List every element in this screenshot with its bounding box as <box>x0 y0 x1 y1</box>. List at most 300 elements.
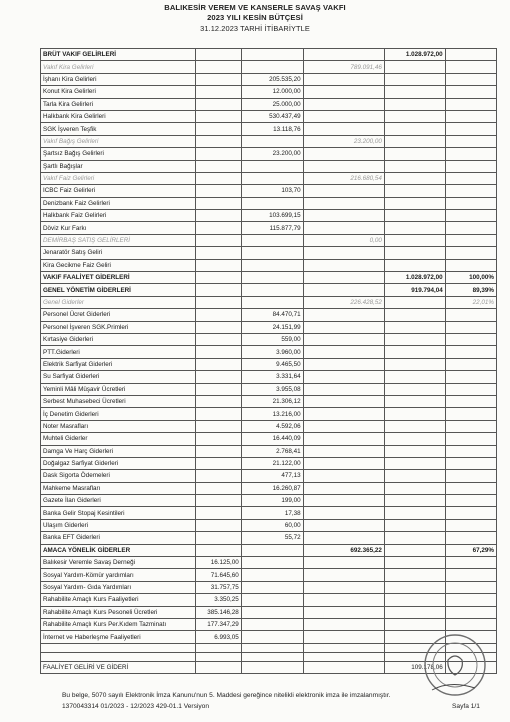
amount-col-b <box>241 197 303 209</box>
amount-col-c <box>303 73 384 85</box>
budget-row <box>41 371 497 383</box>
amount-col-c <box>303 507 384 519</box>
row-label: PTT.Giderleri <box>41 346 196 358</box>
amount-col-e <box>445 618 496 630</box>
amount-col-e <box>445 371 496 383</box>
amount-col-c <box>303 661 384 673</box>
amount-col-a <box>195 482 241 494</box>
amount-col-a: 71.645,60 <box>195 569 241 581</box>
amount-col-e <box>445 433 496 445</box>
amount-col-b: 199,00 <box>241 495 303 507</box>
amount-col-b: 559,00 <box>241 333 303 345</box>
document-reference: 1370043314 01/2023 - 12/2023 429-01.1 Versiyon <box>62 703 210 710</box>
budget-row <box>41 433 497 445</box>
amount-col-b: 13.118,76 <box>241 123 303 135</box>
amount-col-c <box>303 631 384 643</box>
amount-col-d <box>384 98 445 110</box>
amount-col-b: 205.535,20 <box>241 73 303 85</box>
budget-row <box>41 618 497 630</box>
row-label: Sosyal Yardım- Gıda Yardımları <box>41 581 196 593</box>
amount-col-b: 530.437,49 <box>241 110 303 122</box>
amount-col-d <box>384 86 445 98</box>
amount-col-b: 4.592,06 <box>241 420 303 432</box>
amount-col-b <box>241 160 303 172</box>
amount-col-a: 177.347,29 <box>195 618 241 630</box>
amount-col-d <box>384 457 445 469</box>
amount-col-d <box>384 296 445 308</box>
amount-col-d <box>384 110 445 122</box>
amount-col-e <box>445 408 496 420</box>
amount-col-c <box>303 197 384 209</box>
amount-col-d <box>384 420 445 432</box>
amount-col-d <box>384 197 445 209</box>
row-label: Jenaratör Satış Geliri <box>41 247 196 259</box>
budget-row <box>41 160 497 172</box>
row-label: Döviz Kur Farkı <box>41 222 196 234</box>
row-label: Personel Ücret Giderleri <box>41 309 196 321</box>
amount-col-d <box>384 495 445 507</box>
amount-col-c <box>303 482 384 494</box>
budget-row <box>41 234 497 246</box>
page-number: Sayfa 1/1 <box>452 703 480 710</box>
amount-col-a <box>195 284 241 296</box>
amount-col-a <box>195 98 241 110</box>
amount-col-d <box>384 581 445 593</box>
amount-col-c <box>303 420 384 432</box>
amount-col-d <box>384 544 445 556</box>
amount-col-d <box>384 259 445 271</box>
amount-col-e <box>445 495 496 507</box>
amount-col-d <box>384 160 445 172</box>
amount-col-c <box>303 457 384 469</box>
amount-col-a <box>195 110 241 122</box>
amount-col-e <box>445 160 496 172</box>
amount-col-d <box>384 371 445 383</box>
amount-col-b: 21.306,12 <box>241 395 303 407</box>
amount-col-a <box>195 73 241 85</box>
amount-col-c <box>303 557 384 569</box>
row-label: Noter Masrafları <box>41 420 196 432</box>
amount-col-a <box>195 210 241 222</box>
amount-col-a <box>195 383 241 395</box>
amount-col-b <box>241 296 303 308</box>
row-label: DEMİRBAŞ SATIŞ GELİRLERİ <box>41 234 196 246</box>
amount-col-a <box>195 135 241 147</box>
amount-col-a <box>195 507 241 519</box>
amount-col-c <box>303 148 384 160</box>
budget-row <box>41 532 497 544</box>
amount-col-b: 21.122,00 <box>241 457 303 469</box>
budget-row <box>41 495 497 507</box>
row-label: Dask Sigorta Ödemeleri <box>41 470 196 482</box>
amount-col-e <box>445 185 496 197</box>
row-label: Vakıf Bağış Gelirleri <box>41 135 196 147</box>
amount-col-d <box>384 470 445 482</box>
amount-col-d <box>384 519 445 531</box>
amount-col-a <box>195 185 241 197</box>
row-label: Yeminli Mâli Müşavir Ücretleri <box>41 383 196 395</box>
amount-col-b: 103.699,15 <box>241 210 303 222</box>
budget-row <box>41 185 497 197</box>
amount-col-e: 67,29% <box>445 544 496 556</box>
amount-col-e <box>445 172 496 184</box>
row-label: Su Sarfiyat Giderleri <box>41 371 196 383</box>
budget-row <box>41 259 497 271</box>
row-label: FAALİYET GELİRİ VE GİDERİ <box>41 661 196 673</box>
amount-col-c <box>303 495 384 507</box>
amount-col-b: 13.216,00 <box>241 408 303 420</box>
amount-col-b <box>241 284 303 296</box>
row-label: Gazete İlan Giderleri <box>41 495 196 507</box>
amount-col-c <box>303 333 384 345</box>
row-label: Mahkeme Masrafları <box>41 482 196 494</box>
amount-col-e <box>445 420 496 432</box>
budget-row <box>41 395 497 407</box>
row-label: Sosyal Yardım-Kömür yardımları <box>41 569 196 581</box>
amount-col-c <box>303 160 384 172</box>
amount-col-e <box>445 470 496 482</box>
amount-col-d <box>384 309 445 321</box>
amount-col-b: 16.260,87 <box>241 482 303 494</box>
amount-col-d <box>384 507 445 519</box>
row-label: Ulaşım Giderleri <box>41 519 196 531</box>
amount-col-c: 216.680,54 <box>303 172 384 184</box>
row-label: Halkbank Kira Gelirleri <box>41 110 196 122</box>
amount-col-c <box>303 383 384 395</box>
amount-col-c: 692.365,22 <box>303 544 384 556</box>
amount-col-a <box>195 532 241 544</box>
amount-col-a <box>195 445 241 457</box>
budget-row <box>41 358 497 370</box>
amount-col-a <box>195 652 241 661</box>
budget-row <box>41 581 497 593</box>
budget-row <box>41 98 497 110</box>
amount-col-a <box>195 61 241 73</box>
amount-col-e <box>445 110 496 122</box>
amount-col-b: 55,72 <box>241 532 303 544</box>
budget-row <box>41 383 497 395</box>
amount-col-b <box>241 247 303 259</box>
amount-col-a <box>195 247 241 259</box>
amount-col-b: 12.000,00 <box>241 86 303 98</box>
amount-col-c <box>303 532 384 544</box>
amount-col-d: 109.178,06 <box>384 661 445 673</box>
amount-col-e: 100,00% <box>445 272 496 284</box>
row-label: Muhteli Giderler <box>41 433 196 445</box>
amount-col-e <box>445 123 496 135</box>
amount-col-c: 226.428,52 <box>303 296 384 308</box>
row-label <box>41 652 196 661</box>
amount-col-e <box>445 49 496 61</box>
amount-col-c <box>303 618 384 630</box>
amount-col-d <box>384 618 445 630</box>
amount-col-d <box>384 172 445 184</box>
row-label: Rahabilite Amaçlı Kurs Faaliyetleri <box>41 594 196 606</box>
amount-col-e <box>445 321 496 333</box>
amount-col-c <box>303 408 384 420</box>
amount-col-b: 103,70 <box>241 185 303 197</box>
row-label: Rahabilite Amaçlı Kurs Pesoneli Ücretleri <box>41 606 196 618</box>
amount-col-b: 23.200,00 <box>241 148 303 160</box>
amount-col-d <box>384 445 445 457</box>
row-label: Halkbank Faiz Gelirleri <box>41 210 196 222</box>
amount-col-c <box>303 222 384 234</box>
amount-col-c: 23.200,00 <box>303 135 384 147</box>
amount-col-c <box>303 272 384 284</box>
amount-col-e <box>445 445 496 457</box>
budget-row <box>41 557 497 569</box>
budget-row <box>41 482 497 494</box>
budget-row <box>41 309 497 321</box>
amount-col-b: 16.440,09 <box>241 433 303 445</box>
amount-col-a <box>195 333 241 345</box>
budget-row <box>41 594 497 606</box>
amount-col-a <box>195 433 241 445</box>
amount-col-c <box>303 371 384 383</box>
budget-row <box>41 457 497 469</box>
budget-row <box>41 569 497 581</box>
amount-col-e <box>445 581 496 593</box>
row-label: VAKIF FAALİYET GİDERLERİ <box>41 272 196 284</box>
row-label: Konut Kira Gelirleri <box>41 86 196 98</box>
amount-col-c <box>303 110 384 122</box>
budget-row <box>41 123 497 135</box>
amount-col-e <box>445 61 496 73</box>
amount-col-a <box>195 197 241 209</box>
amount-col-b <box>241 172 303 184</box>
amount-col-b: 115.877,79 <box>241 222 303 234</box>
amount-col-e <box>445 557 496 569</box>
amount-col-e <box>445 259 496 271</box>
budget-row <box>41 210 497 222</box>
foundation-name: BALIKESİR VEREM VE KANSERLE SAVAŞ VAKFI <box>164 3 346 12</box>
amount-col-e <box>445 532 496 544</box>
amount-col-d <box>384 408 445 420</box>
budget-row <box>41 272 497 284</box>
row-label: SGK İşveren Teşfik <box>41 123 196 135</box>
amount-col-c <box>303 210 384 222</box>
amount-col-d: 1.028.972,00 <box>384 49 445 61</box>
amount-col-d <box>384 557 445 569</box>
row-label: İnternet ve Haberleşme Faaliyetleri <box>41 631 196 643</box>
amount-col-d <box>384 532 445 544</box>
amount-col-b <box>241 272 303 284</box>
amount-col-a: 3.350,25 <box>195 594 241 606</box>
amount-col-b: 84.470,71 <box>241 309 303 321</box>
row-label: İşhanı Kira Gelirleri <box>41 73 196 85</box>
budget-row <box>41 408 497 420</box>
amount-col-d <box>384 185 445 197</box>
amount-col-c <box>303 395 384 407</box>
amount-col-c <box>303 247 384 259</box>
amount-col-d <box>384 210 445 222</box>
amount-col-a <box>195 643 241 652</box>
amount-col-e <box>445 569 496 581</box>
amount-col-b: 60,00 <box>241 519 303 531</box>
amount-col-e <box>445 457 496 469</box>
row-label: Elektrik Sarfiyat Giderleri <box>41 358 196 370</box>
budget-row <box>41 284 497 296</box>
amount-col-c: 789.091,46 <box>303 61 384 73</box>
amount-col-c <box>303 470 384 482</box>
row-label <box>41 643 196 652</box>
amount-col-d <box>384 61 445 73</box>
amount-col-c <box>303 445 384 457</box>
amount-col-b: 24.151,99 <box>241 321 303 333</box>
row-label: GENEL YÖNETİM GİDERLERİ <box>41 284 196 296</box>
amount-col-e <box>445 519 496 531</box>
amount-col-e <box>445 197 496 209</box>
amount-col-b <box>241 606 303 618</box>
budget-date: 31.12.2023 TARHİ İTİBARİYTLE <box>200 24 310 33</box>
row-label: Kırtasiye Giderleri <box>41 333 196 345</box>
amount-col-b <box>241 581 303 593</box>
amount-col-b <box>241 643 303 652</box>
budget-row <box>41 445 497 457</box>
amount-col-d <box>384 383 445 395</box>
budget-title: 2023 YILI KESİN BÜTÇESİ <box>207 13 303 22</box>
amount-col-b <box>241 618 303 630</box>
amount-col-c <box>303 259 384 271</box>
amount-col-a <box>195 49 241 61</box>
amount-col-e <box>445 395 496 407</box>
budget-row <box>41 606 497 618</box>
row-label: Vakıf Kira Gelirleri <box>41 61 196 73</box>
amount-col-e <box>445 135 496 147</box>
budget-row <box>41 296 497 308</box>
row-label: Denizbank Faiz Gelirleri <box>41 197 196 209</box>
amount-col-a <box>195 408 241 420</box>
amount-col-d <box>384 135 445 147</box>
budget-row <box>41 172 497 184</box>
amount-col-d <box>384 148 445 160</box>
row-label: Banka Gelir Stopaj Kesintileri <box>41 507 196 519</box>
row-label: BRÜT VAKIF GELİRLERİ <box>41 49 196 61</box>
budget-row <box>41 507 497 519</box>
amount-col-a <box>195 222 241 234</box>
budget-row <box>41 544 497 556</box>
budget-row <box>41 321 497 333</box>
amount-col-a <box>195 296 241 308</box>
budget-row <box>41 73 497 85</box>
amount-col-c <box>303 123 384 135</box>
amount-col-d <box>384 606 445 618</box>
amount-col-b <box>241 544 303 556</box>
amount-col-a <box>195 148 241 160</box>
amount-col-a <box>195 160 241 172</box>
row-label: İç Denetim Giderleri <box>41 408 196 420</box>
amount-col-c <box>303 358 384 370</box>
amount-col-c <box>303 652 384 661</box>
amount-col-e <box>445 594 496 606</box>
amount-col-a <box>195 309 241 321</box>
amount-col-b: 17,38 <box>241 507 303 519</box>
amount-col-e: 89,39% <box>445 284 496 296</box>
budget-row <box>41 135 497 147</box>
amount-col-c <box>303 519 384 531</box>
official-seal-stamp <box>420 630 490 700</box>
budget-row <box>41 333 497 345</box>
amount-col-a <box>195 457 241 469</box>
amount-col-d <box>384 395 445 407</box>
row-label: Vakıf Faiz Gelirleri <box>41 172 196 184</box>
amount-col-e <box>445 333 496 345</box>
amount-col-c <box>303 49 384 61</box>
amount-col-a <box>195 470 241 482</box>
amount-col-d <box>384 482 445 494</box>
amount-col-a: 31.757,75 <box>195 581 241 593</box>
amount-col-d <box>384 222 445 234</box>
amount-col-b <box>241 569 303 581</box>
amount-col-b <box>241 652 303 661</box>
amount-col-c <box>303 643 384 652</box>
amount-col-b <box>241 594 303 606</box>
amount-col-d: 919.794,04 <box>384 284 445 296</box>
row-label: Şartsız Bağış Gelirleri <box>41 148 196 160</box>
amount-col-b: 3.955,08 <box>241 383 303 395</box>
row-label: AMACA YÖNELİK GİDERLER <box>41 544 196 556</box>
amount-col-a <box>195 358 241 370</box>
budget-table-body <box>41 49 497 674</box>
row-label: ICBC Faiz Gelirleri <box>41 185 196 197</box>
amount-col-e: 22,01% <box>445 296 496 308</box>
budget-row <box>41 247 497 259</box>
amount-col-a <box>195 346 241 358</box>
amount-col-b: 25.000,00 <box>241 98 303 110</box>
row-label: Balıkesir Veremle Savaş Derneği <box>41 557 196 569</box>
e-signature-note: Bu belge, 5070 sayılı Elektronik İmza Kanunu'nun 5. Maddesi gereğince nitelikli elektronik imza ile imzalanmıştır. <box>62 692 391 699</box>
amount-col-c <box>303 309 384 321</box>
row-label: Genel Giderler <box>41 296 196 308</box>
amount-col-d <box>384 234 445 246</box>
amount-col-a <box>195 123 241 135</box>
amount-col-e <box>445 210 496 222</box>
amount-col-b <box>241 661 303 673</box>
amount-col-d <box>384 433 445 445</box>
amount-col-a <box>195 172 241 184</box>
amount-col-c <box>303 569 384 581</box>
amount-col-d <box>384 358 445 370</box>
row-label: Doğalgaz Sarfiyat Giderleri <box>41 457 196 469</box>
budget-row <box>41 519 497 531</box>
amount-col-e <box>445 606 496 618</box>
amount-col-b: 9.465,50 <box>241 358 303 370</box>
budget-row <box>41 197 497 209</box>
amount-col-e <box>445 148 496 160</box>
row-label: Personel İşveren SGK.Primleri <box>41 321 196 333</box>
amount-col-e <box>445 358 496 370</box>
amount-col-e <box>445 383 496 395</box>
budget-row <box>41 86 497 98</box>
amount-col-c: 0,00 <box>303 234 384 246</box>
amount-col-a <box>195 495 241 507</box>
amount-col-a: 385.146,28 <box>195 606 241 618</box>
row-label: Rahabilite Amaçlı Kurs Per.Kıdem Tazminatı <box>41 618 196 630</box>
amount-col-c <box>303 284 384 296</box>
amount-col-e <box>445 482 496 494</box>
amount-col-c <box>303 321 384 333</box>
amount-col-a <box>195 259 241 271</box>
amount-col-e <box>445 507 496 519</box>
amount-col-e <box>445 309 496 321</box>
row-label: Tarla Kira Gelirleri <box>41 98 196 110</box>
amount-col-e <box>445 234 496 246</box>
amount-col-a: 6.993,05 <box>195 631 241 643</box>
amount-col-a: 16.125,00 <box>195 557 241 569</box>
row-label: Şartlı Bağışlar <box>41 160 196 172</box>
amount-col-c <box>303 185 384 197</box>
amount-col-b: 3.331,64 <box>241 371 303 383</box>
